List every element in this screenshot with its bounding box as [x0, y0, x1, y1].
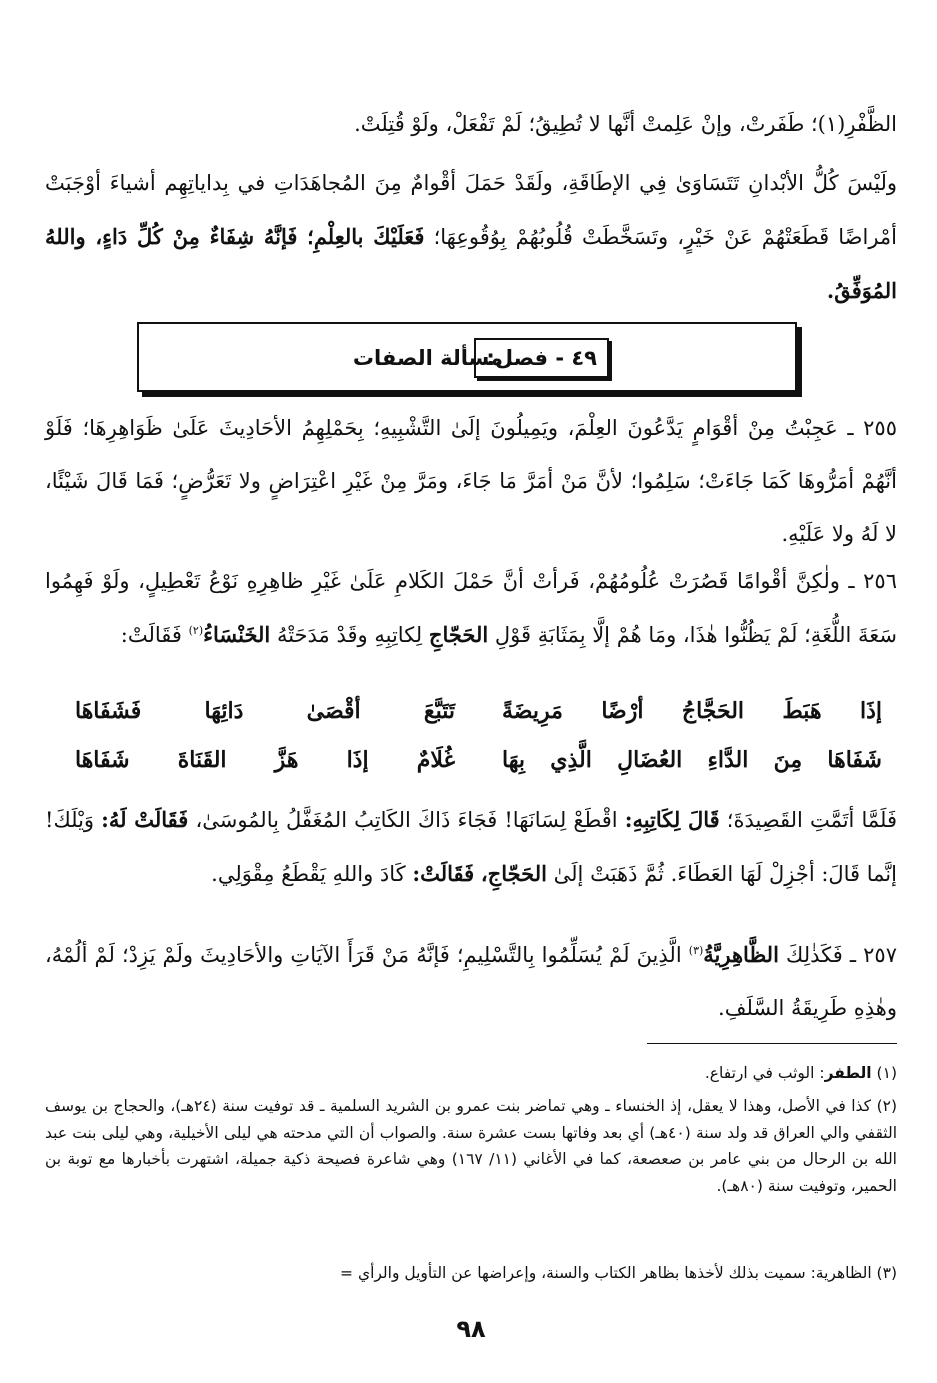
after-verses-text-3: وَيْلَكَ! إنَّما قَالَ: أجْزِلْ لَهَا العَطَاءَ. ثُمَّ ذَهَبَتْ إلَىٰ — [45, 808, 897, 886]
verse-line-1 — [45, 685, 897, 737]
footnote-2-text: (٢) كذا في الأصل، وهذا لا يعقل، إذ الخنساء ـ وهي تماضر بنت عمرو بن الشريد السلمية ـ قد توفيت سنة (٢٤هـ)، والحجاج بن يوسف الثقفي والي العراق قد ولد سنة (٤٠هـ) أي بعد وفاتها بست عشرة سنة. والصواب أن التي مدحته هي ليلى الأخيلية، وهي ليلى بنت عبد الله بن الرحال من بني عامر بن صعصعة، كما في الأغاني (١١/ ١٦٧) وهي شاعرة فصيحة ذكية جميلة، اشتهرت بأخبارها مع توبة بن الحمير، وتوفيت سنة (٨٠هـ). — [45, 1097, 898, 1195]
section-title: مسألة الصفات — [352, 346, 503, 370]
footnote-ref-3: (٣) — [688, 944, 704, 957]
verse-1-left-hemistich: تَتَبَّعَ أقْصَىٰ دَائِهَا فَشَفَاهَا — [75, 698, 455, 724]
paragraph-256-khansa: الخَنْسَاءُ — [203, 622, 271, 647]
footnote-3-text: (٣) الظاهرية: سميت بذلك لأخذها بظاهر الكتاب والسنة، وإعراضها عن التأويل والرأي = — [340, 1264, 897, 1282]
paragraph-256-text-b: لِكاتِبِهِ وقَدْ مَدَحَتْهُ — [276, 623, 423, 647]
verse-line-2 — [45, 734, 897, 786]
paragraph-256-hajjaj: الحَجّاجِ — [428, 622, 489, 647]
after-verses-bold-2: فَقَالَتْ لَهُ: — [101, 807, 189, 832]
paragraph-257-text-c: الَّذِينَ لَمْ يُسَلِّمُوا بِالتَّسْلِيمِ؛ فَإنَّهُ مَنْ قَرَأَ الآيَاتِ والأحَادِيثَ ولَمْ يَزِدْ؛ لَمْ ألُمْهُ، وهٰذِهِ طَرِيقَةُ السَّلَفِ. — [45, 943, 897, 1020]
after-verses-bold-3: الحَجّاجِ، — [480, 861, 547, 886]
verse-1-right-hemistich: إذَا هَبَطَ الحَجَّاجُ أرْضًا مَرِيضَةً — [502, 698, 882, 724]
after-verses-text-4: كَادَ واللهِ يَقْطَعُ مِقْوَلِي. — [211, 862, 406, 886]
verse-2-right-hemistich: شَفَاهَا مِنَ الدَّاءِ العُضَالِ الَّذِي بِهَا — [502, 747, 882, 773]
paragraph-256-text-a: ٢٥٦ ـ ولٰكِنَّ أقْوامًا قَصُرَتْ عُلُومُهُمْ، فَرأتْ أنَّ حَمْلَ الكَلامِ عَلَىٰ غَيْرِ ظاهِرِهِ نَوْعُ تَعْطِيلٍ، ولَوْ فَهِمُوا سَعَةَ اللُّغَةِ؛ لَمْ يَظُنُّوا هٰذَا، ومَا هُمْ إلَّا بِمَثَابَةِ قَوْلِ — [45, 569, 897, 647]
intro-text-1: الظَّفْرِ(١)؛ طَفَرتْ، وإنْ عَلِمتْ أنَّها لا تُطِيقُ؛ لَمْ تَفْعَلْ، ولَوْ قُتِلَتْ. — [354, 112, 897, 136]
paragraph-257 — [45, 928, 897, 1035]
footnote-1-text: : الوثب في ارتفاع. — [704, 1064, 825, 1082]
section-number-label: ٤٩ - فصل: — [474, 338, 609, 378]
paragraph-257-zahiriyya: الظَّاهِرِيَّةُ — [703, 942, 779, 967]
intro-paragraph-1 — [45, 98, 897, 151]
footnote-2 — [45, 1093, 897, 1199]
paragraph-255-text: ٢٥٥ ـ عَجِبْتُ مِنْ أقْوَامٍ يَدَّعُونَ العِلْمَ، ويَمِيلُونَ إلَىٰ التَّشْبِيهِ؛ بِحَمْلِهِمُ الأحَادِيثَ عَلَىٰ ظَوَاهِرِهَا؛ فَلَوْ أنَّهُمْ أمَرُّوهَا كَمَا جَاءَتْ؛ سَلِمُوا؛ لأنَّ مَنْ أمَرَّ مَا جَاءَ، ومَرَّ مِنْ غَيْرِ اعْتِرَاضٍ ولا تَعَرُّضٍ؛ فَمَا قَالَ شَيْئًا، لا لَهُ ولا عَلَيْهِ. — [45, 416, 897, 546]
after-verses-bold-4: فَقَالَتْ: — [412, 861, 475, 886]
after-verses-paragraph — [45, 793, 897, 901]
after-verses-bold-1: قَالَ لِكَاتِبِهِ: — [624, 807, 720, 832]
intro-text-2-bold: فَعَلَيْكَ بالعِلْمِ؛ فَإنَّهُ شِفَاءٌ مِنْ كُلِّ دَاءٍ، واللهُ المُوَفِّقُ. — [45, 224, 897, 303]
book-page — [45, 0, 897, 1383]
after-verses-text-2: اقْطَعْ لِسَانَهَا! فَجَاءَ ذَاكَ الكَاتِبُ المُغَفَّلُ بِالمُوسَىٰ، — [195, 808, 618, 832]
paragraph-257-text-a: ٢٥٧ ـ فَكَذٰلِكَ — [786, 943, 897, 967]
footnote-1-term: الطفر — [824, 1064, 872, 1082]
section-heading-box — [137, 322, 797, 392]
footnote-3 — [45, 1260, 897, 1287]
footnote-1-number: (١) — [876, 1064, 897, 1082]
paragraph-256 — [45, 555, 897, 662]
intro-paragraph-2 — [45, 157, 897, 318]
paragraph-256-text-c: فَقَالَتْ: — [120, 623, 182, 647]
footnote-1 — [45, 1060, 897, 1087]
verse-2-left-hemistich: غُلَامٌ إذَا هَزَّ القَنَاةَ شَفَاهَا — [75, 747, 455, 773]
paragraph-255 — [45, 402, 897, 561]
footnote-ref-2: (٢) — [188, 624, 204, 637]
intro-text-2: ولَيْسَ كُلُّ الأبْدانِ تَتَسَاوَىٰ فِي الإطَاقَةِ، ولَقَدْ حَمَلَ أقْوامٌ مِنَ المُجاهَدَاتِ في بِداياتِهِم أشياءَ أوْجَبَتْ أمْراضًا قَطَعَتْهُمْ عَنْ خَيْرٍ، وتَسَخَّطَتْ قُلُوبُهُمْ بِوُقُوعِهَا؛ — [45, 171, 897, 249]
page-number: ٩٨ — [456, 1315, 486, 1343]
after-verses-text-1: فَلَمَّا أتَمَّتِ القَصِيدَةَ؛ — [726, 808, 897, 832]
footnote-divider — [647, 1043, 897, 1044]
